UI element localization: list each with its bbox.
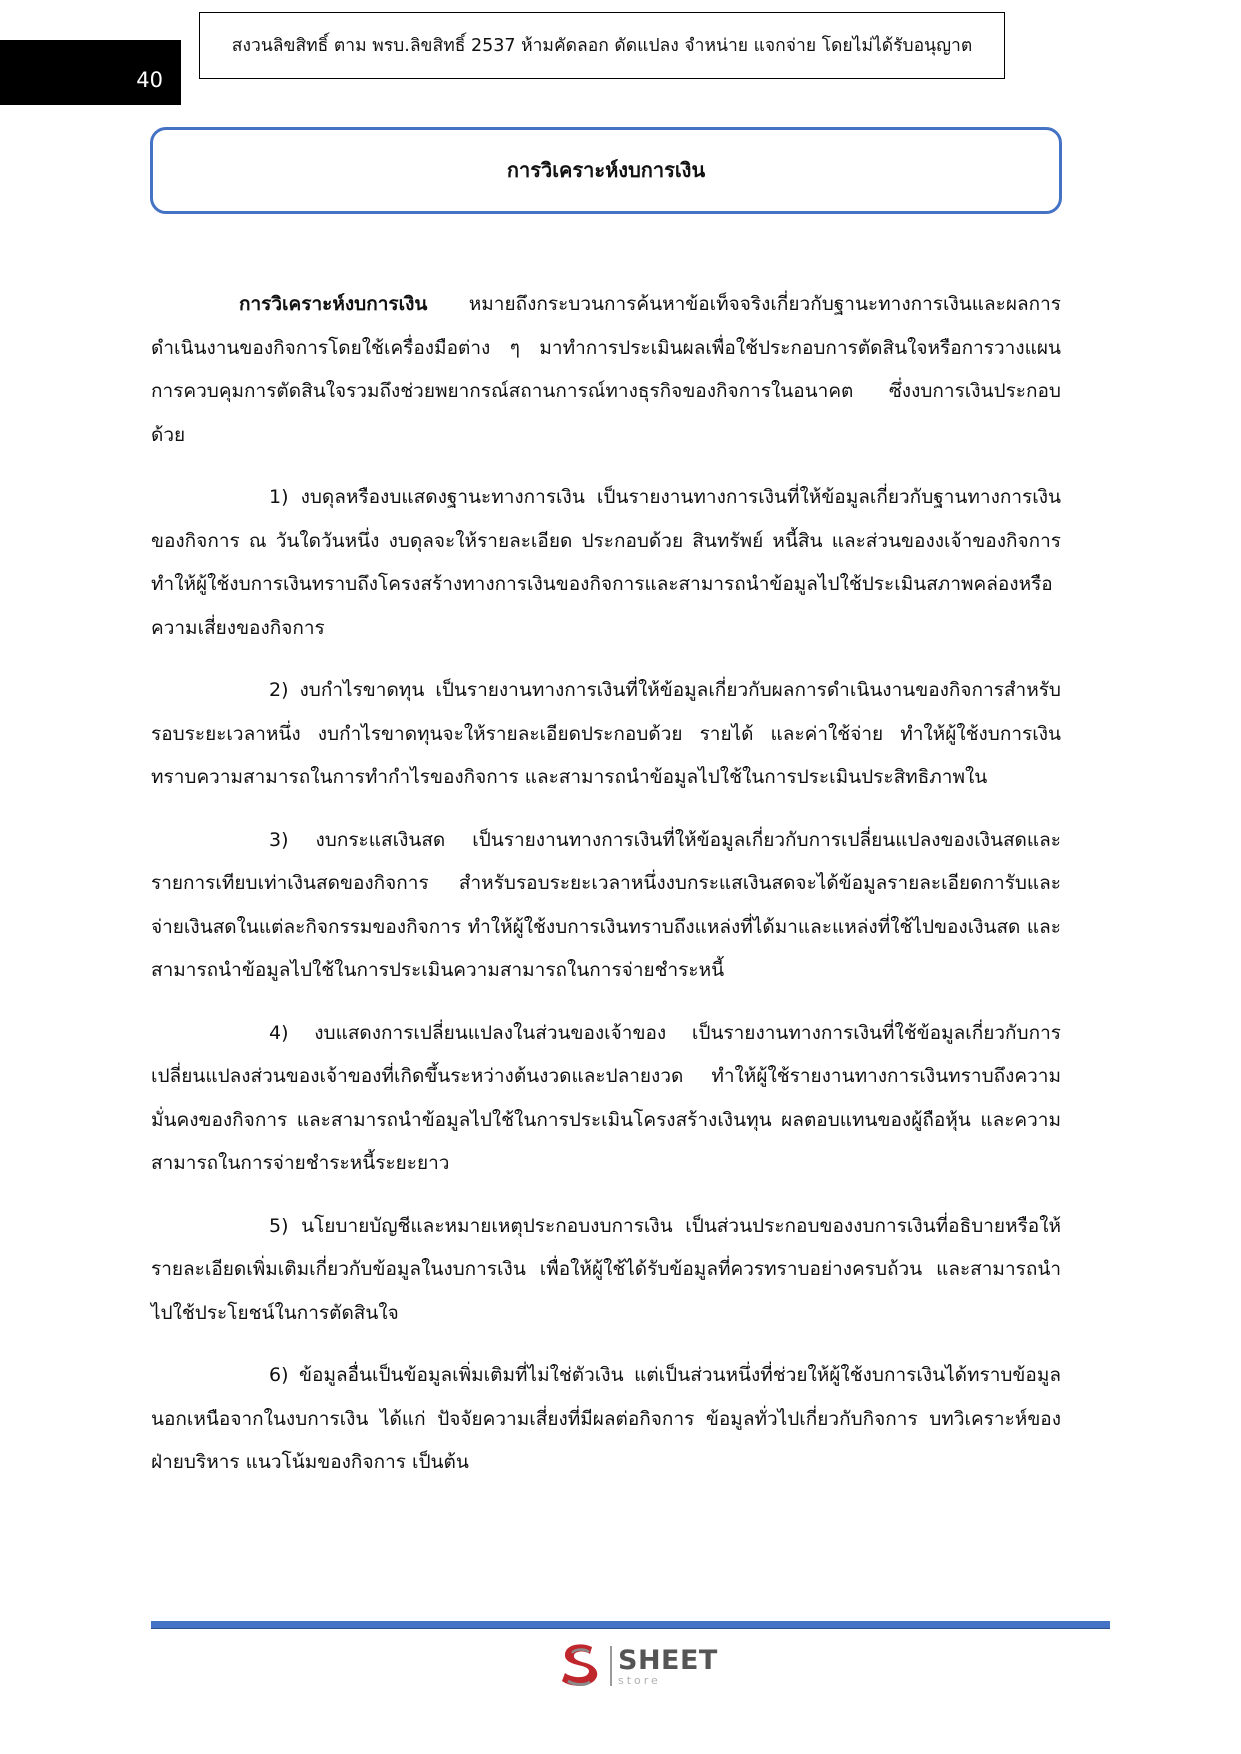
- lead-term: การวิเคราะห์งบการเงิน: [239, 293, 428, 315]
- list-item: 4) งบแสดงการเปลี่ยนแปลงในส่วนของเจ้าของ เป็นรายงานทางการเงินที่ใช้ข้อมูลเกี่ยวกับการเปลี่ยนแปลงส่วนของเจ้าของที่เกิดขึ้นระหว่างต้นงวดและปลายงวด ทำให้ผู้ใช้รายงานทางการเงินทราบถึงความมั่นคงของกิจการ และสามารถนำข้อมูลไปใช้ในการประเมินโครงสร้างเงินทุน ผลตอบแทนของผู้ถือหุ้น และความสามารถในการจ่ายชำระหนี้ระยะยาว: [151, 1021, 1061, 1174]
- list-item: 1) งบดุลหรืองบแสดงฐานะทางการเงิน เป็นรายงานทางการเงินที่ให้ข้อมูลเกี่ยวกับฐานทางการเงินของกิจการ ณ วันใดวันหนึ่ง งบดุลจะให้รายละเอียด ประกอบด้วย สินทรัพย์ หนี้สิน และส่วนของงเจ้าของกิจการ ทำให้ผู้ใช้งบการเงินทราบถึงโครงสร้างทางการเงินของกิจการและสามารถนำข้อมูลไปใช้ประเมินสภาพคล่องหรือความเสี่ยงของกิจการ: [151, 486, 1061, 639]
- intro-paragraph: [151, 283, 1061, 457]
- list-item: 2) งบกำไรขาดทุน เป็นรายงานทางการเงินที่ให้ข้อมูลเกี่ยวกับผลการดำเนินงานของกิจการสำหรับรอบระยะเวลาหนึ่ง งบกำไรขาดทุนจะให้รายละเอียดประกอบด้วย รายได้ และค่าใช้จ่าย ทำให้ผู้ใช้งบการเงินทราบความสามารถในการทำกำไรของกิจการ และสามารถนำข้อมูลไปใช้ในการประเมินประสิทธิภาพใน: [151, 679, 1061, 788]
- document-body: [151, 283, 1061, 1504]
- logo-subword: store: [618, 1673, 661, 1687]
- sheet-store-logo-icon: [556, 1641, 604, 1691]
- page-number: 40: [0, 40, 181, 105]
- logo-text: [618, 1644, 718, 1687]
- logo-separator: [610, 1646, 612, 1686]
- list-item: 6) ข้อมูลอื่นเป็นข้อมูลเพิ่มเติมที่ไม่ใช่ตัวเงิน แต่เป็นส่วนหนึ่งที่ช่วยให้ผู้ใช้งบการเงินได้ทราบข้อมูลนอกเหนือจากในงบการเงิน ได้แก่ ปัจจัยความเสี่ยงที่มีผลต่อกิจการ ข้อมูลทั่วไปเกี่ยวกับกิจการ บทวิเคราะห์ของฝ่ายบริหาร แนวโน้มของกิจการ เป็นต้น: [151, 1364, 1061, 1473]
- list-item: 5) นโยบายบัญชีและหมายเหตุประกอบงบการเงิน เป็นส่วนประกอบของงบการเงินที่อธิบายหรือให้รายละเอียดเพิ่มเติมเกี่ยวกับข้อมูลในงบการเงิน เพื่อให้ผู้ใช้ได้รับข้อมูลที่ควรทราบอย่างครบถ้วน และสามารถนำไปใช้ประโยชน์ในการตัดสินใจ: [151, 1214, 1061, 1324]
- copyright-notice: สงวนลิขสิทธิ์ ตาม พรบ.ลิขสิทธิ์ 2537 ห้ามคัดลอก ดัดแปลง จำหน่าย แจกจ่าย โดยไม่ได้รับอนุญาต: [199, 12, 1005, 79]
- sheet-store-logo: [556, 1640, 718, 1692]
- list-item: 3) งบกระแสเงินสด เป็นรายงานทางการเงินที่ให้ข้อมูลเกี่ยวกับการเปลี่ยนแปลงของเงินสดและรายการเทียบเท่าเงินสดของกิจการ สำหรับรอบระยะเวลาหนึ่งงบกระแสเงินสดจะได้ข้อมูลรายละเอียดการับและจ่ายเงินสดในแต่ละกิจกรรมของกิจการ ทำให้ผู้ใช้งบการเงินทราบถึงแหล่งที่ได้มาและแหล่งที่ใช้ไปของเงินสด และสามารถนำข้อมูลไปใช้ในการประเมินความสามารถในการจ่ายชำระหนี้: [151, 828, 1061, 981]
- intro-text: หมายถึงกระบวนการค้นหาข้อเท็จจริงเกี่ยวกับฐานะทางการเงินและผลการดำเนินงานของกิจการโดยใช้เครื่องมือต่าง ๆ มาทำการประเมินผลเพื่อใช้ประกอบการตัดสินใจหรือการวางแผนการควบคุมการตัดสินใจรวมถึงช่วยพยากรณ์สถานการณ์ทางธุรกิจของกิจการในอนาคต ซึ่งงบการเงินประกอบด้วย: [151, 293, 1061, 446]
- page-title: การวิเคราะห์งบการเงิน: [150, 127, 1062, 214]
- logo-word: SHEET: [618, 1644, 718, 1676]
- footer-divider: [151, 1621, 1110, 1629]
